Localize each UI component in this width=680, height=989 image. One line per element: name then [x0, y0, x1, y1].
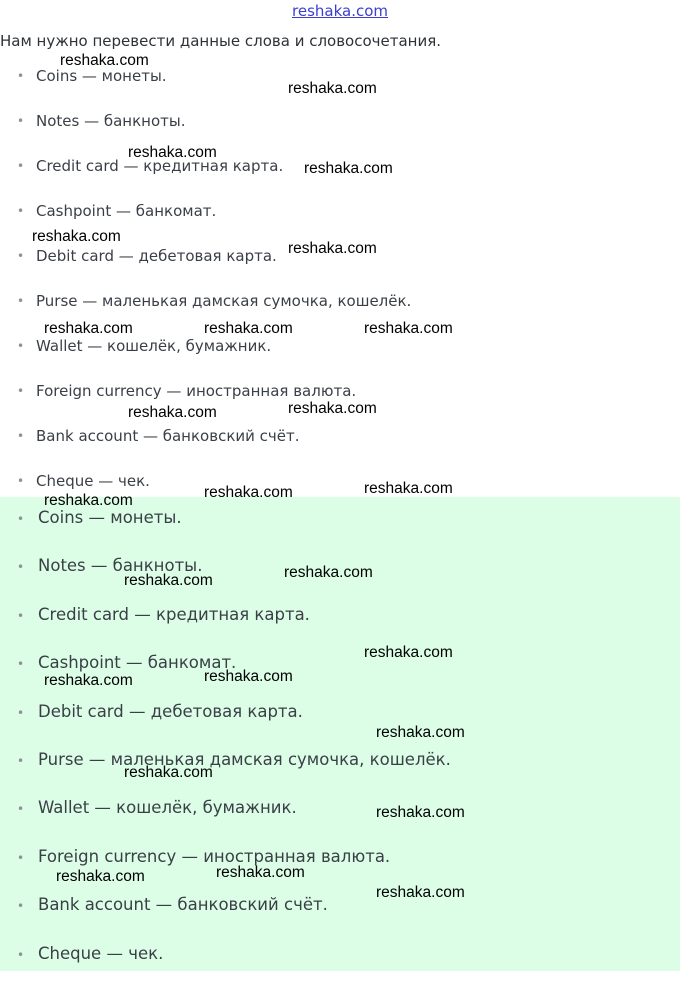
watermark: reshaka.com — [124, 764, 213, 781]
list-item: • Wallet — кошелёк, бумажник. — [0, 334, 411, 379]
watermark: reshaka.com — [364, 480, 453, 497]
watermark: reshaka.com — [128, 404, 217, 421]
watermark: reshaka.com — [288, 240, 377, 257]
list-item: • Cashpoint — банкомат. — [0, 650, 451, 698]
list-item: • Coins — монеты. — [0, 64, 411, 109]
list-item: • Credit card — кредитная карта. — [0, 602, 451, 650]
watermark: reshaka.com — [288, 80, 377, 97]
watermark: reshaka.com — [284, 564, 373, 581]
watermark: reshaka.com — [44, 672, 133, 689]
watermark: reshaka.com — [128, 144, 217, 161]
vocab-list-highlighted — [0, 505, 451, 989]
watermark: reshaka.com — [56, 868, 145, 885]
watermark: reshaka.com — [364, 644, 453, 661]
list-item: • Foreign currency — иностранная валюта. — [0, 844, 451, 892]
watermark: reshaka.com — [304, 160, 393, 177]
watermark: reshaka.com — [32, 228, 121, 245]
watermark: reshaka.com — [204, 320, 293, 337]
watermark: reshaka.com — [216, 864, 305, 881]
list-item: • Bank account — банковский счёт. — [0, 892, 451, 940]
list-item: • Bank account — банковский счёт. — [0, 424, 411, 469]
list-item: • Cheque — чек. — [0, 941, 451, 989]
watermark: reshaka.com — [364, 320, 453, 337]
list-item: • Purse — маленькая дамская сумочка, кошелёк. — [0, 289, 411, 334]
list-item: • Cheque — чек. — [0, 469, 411, 514]
watermark: reshaka.com — [376, 884, 465, 901]
watermark: reshaka.com — [44, 320, 133, 337]
list-item: • Debit card — дебетовая карта. — [0, 244, 411, 289]
list-item: • Credit card — кредитная карта. — [0, 154, 411, 199]
list-item: • Notes — банкноты. — [0, 109, 411, 154]
list-item: • Coins — монеты. — [0, 505, 451, 553]
list-item: • Notes — банкноты. — [0, 553, 451, 601]
watermark: reshaka.com — [60, 52, 149, 69]
watermark: reshaka.com — [288, 400, 377, 417]
watermark: reshaka.com — [204, 668, 293, 685]
watermark: reshaka.com — [124, 572, 213, 589]
list-item: • Debit card — дебетовая карта. — [0, 699, 451, 747]
watermark: reshaka.com — [376, 724, 465, 741]
intro-text: Нам нужно перевести данные слова и словосочетания. — [0, 32, 442, 50]
watermark: reshaka.com — [376, 804, 465, 821]
site-link[interactable]: reshaka.com — [292, 2, 388, 20]
watermark: reshaka.com — [204, 484, 293, 501]
list-item: • Cashpoint — банкомат. — [0, 199, 411, 244]
list-item: • Foreign currency — иностранная валюта. — [0, 379, 411, 424]
list-item: • Purse — маленькая дамская сумочка, кошелёк. — [0, 747, 451, 795]
list-item: • Wallet — кошелёк, бумажник. — [0, 795, 451, 843]
watermark: reshaka.com — [44, 492, 133, 509]
vocab-list — [0, 64, 411, 514]
